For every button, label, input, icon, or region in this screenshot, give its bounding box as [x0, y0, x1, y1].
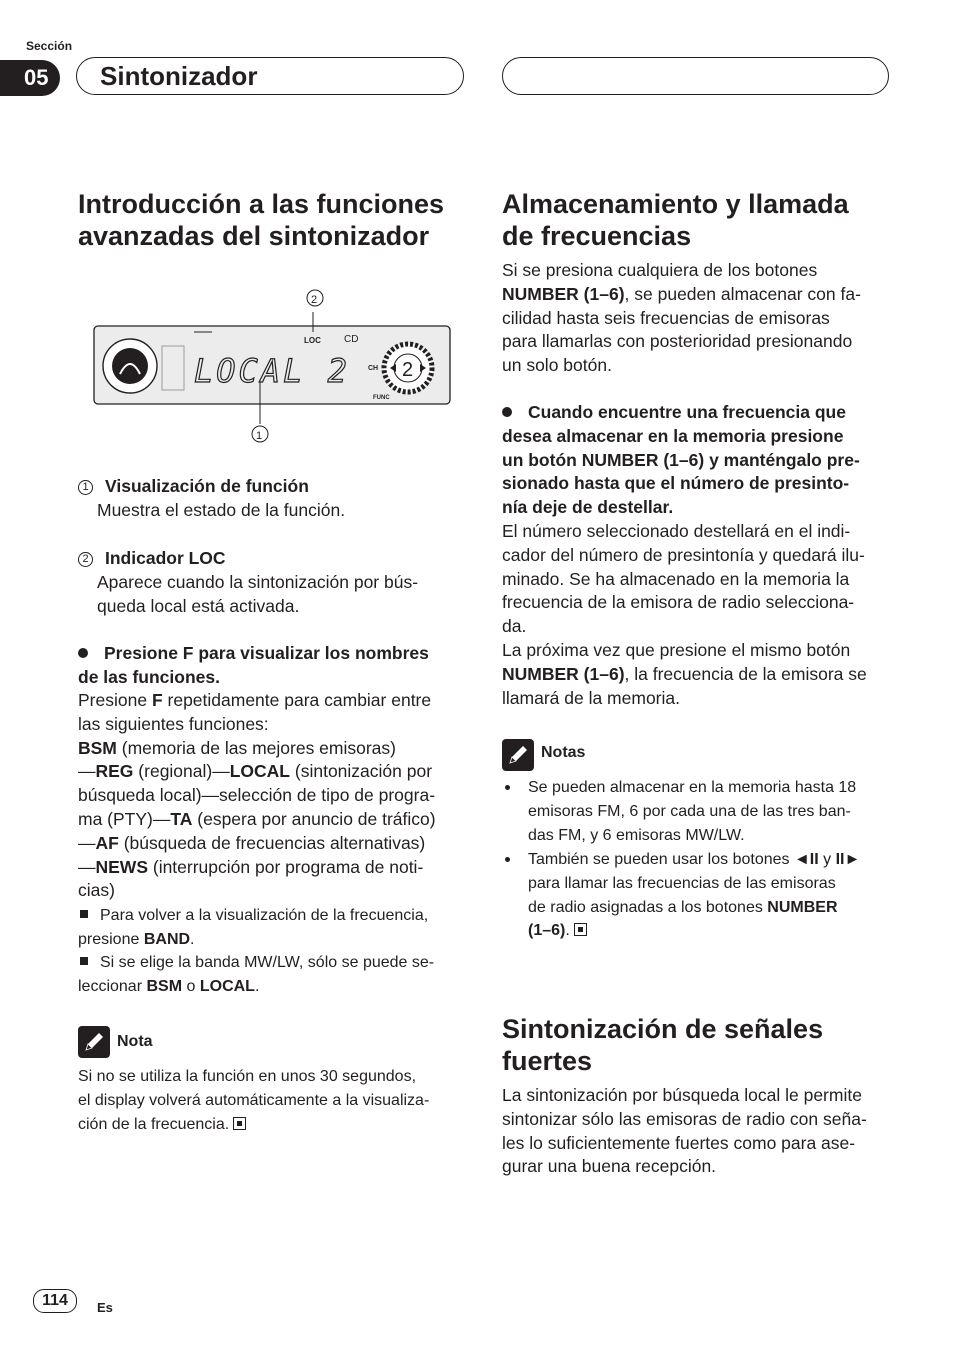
left-section-title: Introducción a las funciones avanzadas del sintonizador: [78, 189, 445, 251]
right-step-instruction: Cuando encuentre una frecuencia que desea almacenar en la memoria presione un botón NUMBER (1–6) y manténgalo pre- sionado hasta que el número de presinto- nía deje de destellar.: [502, 402, 860, 518]
square-bullet-icon: [80, 957, 88, 965]
notes-pencil-icon: [502, 739, 534, 771]
section-number-tab: 05: [0, 60, 60, 96]
notes-item-1: Se pueden almacenar en la memoria hasta 18 emisoras FM, 6 por cada una de las tres ban- das FM, y 6 emisoras MW/LW.: [528, 779, 857, 844]
item1-heading: 1 Visualización de función: [78, 475, 309, 499]
right-section-title-2: Sintonización de señales fuertes: [502, 1014, 824, 1076]
svg-text:CD: CD: [344, 334, 359, 345]
ch-indicator: CH: [368, 365, 379, 372]
list-dot-icon: [505, 785, 510, 790]
sub-note-1: Para volver a la visualización de la frecuencia, presione BAND.: [78, 907, 429, 948]
func-indicator: FUNC: [373, 395, 390, 401]
svg-text:2: 2: [402, 359, 414, 381]
note-label: Nota: [117, 1033, 153, 1050]
square-bullet-icon: [80, 910, 88, 918]
chapter-title: Sintonizador: [100, 61, 258, 91]
right-intro-paragraph: Si se presiona cualquiera de los botones NUMBER (1–6), se pueden almacenar con fa- cilidad hasta seis frecuencias de emisoras para llamarlas con posterioridad presionando un solo botón.: [502, 260, 861, 376]
callout-2: 2: [311, 294, 318, 306]
right-body-paragraph: El número seleccionado destellará en el indi- cador del número de presintonía y quedará ilu- minado. Se ha almacenado en la memoria la frecuencia de la emisora de radio selecciona- da. La próxima vez que presione el mismo botón NUMBER (1–6), la frecuencia de la emisora se llamará de la memoria.: [502, 521, 867, 708]
notes-item-2: También se pueden usar los botones ◄II y II► para llamar las frecuencias de las emisoras de radio asignadas a los botones NUMBER (1–6).: [528, 851, 861, 940]
item2-desc: Aparece cuando la sintonización por bús- queda local está activada.: [97, 572, 419, 616]
left-step-instruction: Presione F para visualizar los nombres de las funciones.: [78, 643, 429, 687]
item2-heading: 2 Indicador LOC: [78, 547, 226, 571]
local-seek-paragraph: La sintonización por búsqueda local le permite sintonizar sólo las emisoras de radio con seña- les lo suficientemente fuertes como para ase- gurar una buena recepción.: [502, 1085, 867, 1177]
list-dot-icon: [505, 857, 510, 862]
sub-note-2: Si se elige la banda MW/LW, sólo se puede se- leccionar BSM o LOCAL.: [78, 954, 435, 995]
end-mark-icon: [233, 1117, 246, 1130]
right-header-box: [502, 57, 889, 95]
step-bullet-icon: [78, 648, 88, 658]
step-bullet-icon: [502, 407, 512, 417]
callout-1: 1: [256, 430, 263, 442]
functions-list-paragraph: Presione F repetidamente para cambiar entre las siguientes funciones: BSM (memoria de las mejores emisoras) —REG (regional)—LOCAL (sintonización por búsqueda local)—selección de tipo de progra- ma (PTY)—TA (espera por anuncio de tráfico) —AF (búsqueda de frecuencias alternativas) —NEWS (interrupción por programa de noti- cias): [78, 690, 436, 901]
item1-desc: Muestra el estado de la función.: [97, 500, 346, 520]
end-mark-icon: [574, 923, 587, 936]
language-code: Es: [97, 1300, 113, 1315]
notes-label: Notas: [541, 744, 586, 761]
tuner-display-illustration: [90, 286, 456, 446]
right-section-title: Almacenamiento y llamada de frecuencias: [502, 189, 849, 251]
function-display-text: LOCAL 2: [194, 352, 350, 390]
section-label: Sección: [26, 39, 73, 53]
loc-indicator: LOC: [304, 336, 321, 345]
note-text: Si no se utiliza la función en unos 30 segundos, el display volverá automáticamente a la visualiza- ción de la frecuencia.: [78, 1068, 430, 1133]
page-number: 114: [33, 1289, 77, 1313]
note-pencil-icon: [78, 1026, 110, 1058]
